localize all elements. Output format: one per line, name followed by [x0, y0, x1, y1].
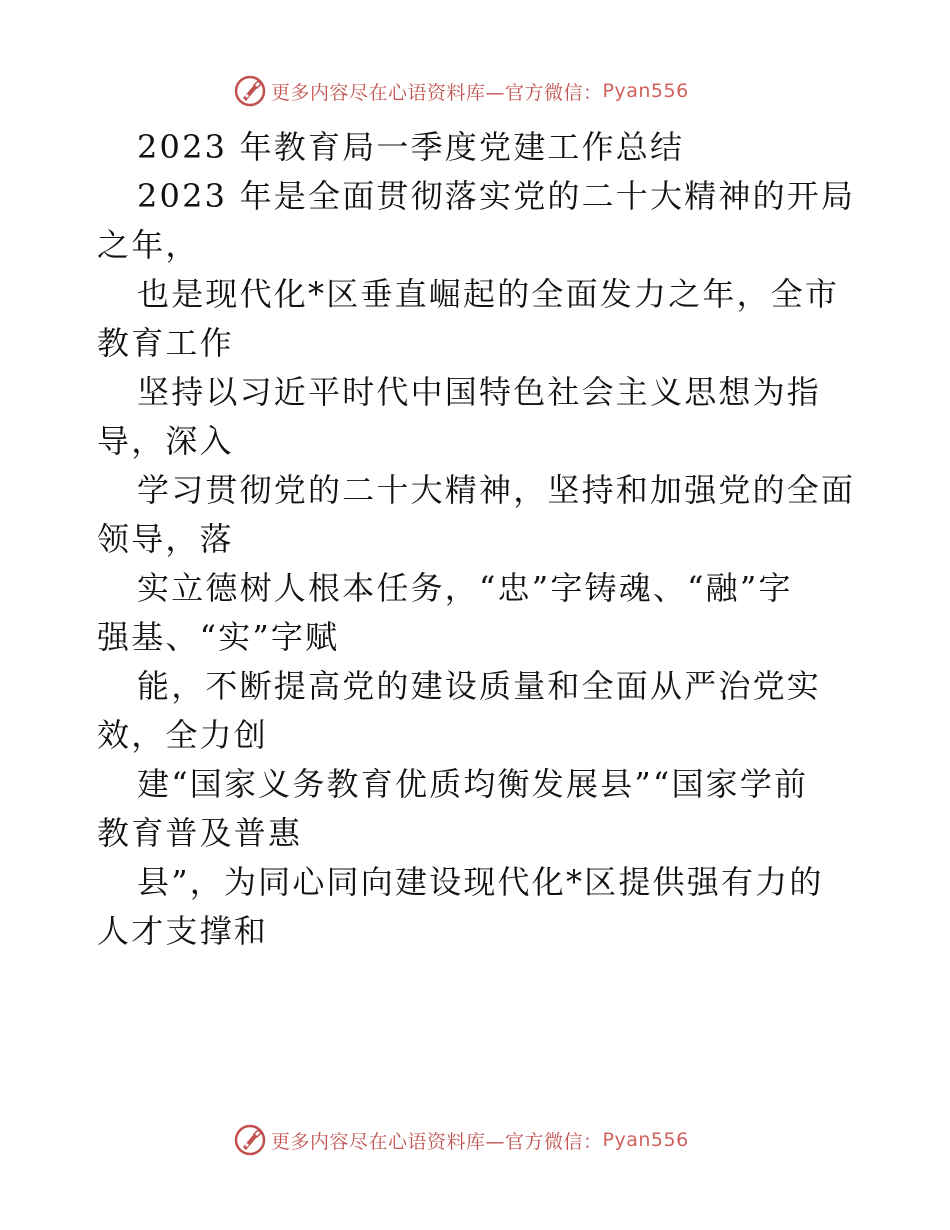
watermark-text: 更多内容尽在心语资料库—官方微信： [271, 1130, 603, 1153]
document-body [97, 123, 857, 956]
paragraph-line: 教育工作 [97, 324, 234, 362]
paragraph-line: 之年， [97, 226, 200, 264]
paragraph-line: 坚持以习近平时代中国特色社会主义思想为指 [137, 373, 822, 411]
pen-nib-logo-icon [233, 1123, 267, 1157]
footer-watermark [233, 1122, 689, 1158]
paragraph-line: 能，不断提高党的建设质量和全面从严治党实 [137, 667, 822, 705]
watermark-handle: Pyan556 [602, 80, 689, 102]
paragraph-line: 建“国家义务教育优质均衡发展县”“国家学前 [137, 765, 809, 803]
paragraph-line: 也是现代化*区垂直崛起的全面发力之年，全市 [137, 275, 840, 313]
paragraph-line: 领导，落 [97, 520, 234, 558]
paragraph-line: 学习贯彻党的二十大精神，坚持和加强党的全面 [137, 471, 856, 509]
paragraph-line: 导，深入 [97, 422, 234, 460]
paragraph-line: 强基、“实”字赋 [97, 618, 340, 656]
paragraph-line: 2023 年是全面贯彻落实党的二十大精神的开局 [137, 177, 856, 215]
paragraph-line: 人才支撑和 [97, 912, 269, 950]
document-title: 2023 年教育局一季度党建工作总结 [137, 128, 685, 166]
paragraph-line: 县”，为同心同向建设现代化*区提供强有力的 [137, 863, 824, 901]
header-watermark [233, 73, 689, 109]
watermark-handle: Pyan556 [602, 1129, 689, 1151]
pen-nib-logo-icon [233, 74, 267, 108]
watermark-text: 更多内容尽在心语资料库—官方微信： [271, 81, 603, 104]
paragraph-line: 教育普及普惠 [97, 814, 303, 852]
paragraph-line: 实立德树人根本任务，“忠”字铸魂、“融”字 [137, 569, 793, 607]
paragraph-line: 效，全力创 [97, 716, 269, 754]
